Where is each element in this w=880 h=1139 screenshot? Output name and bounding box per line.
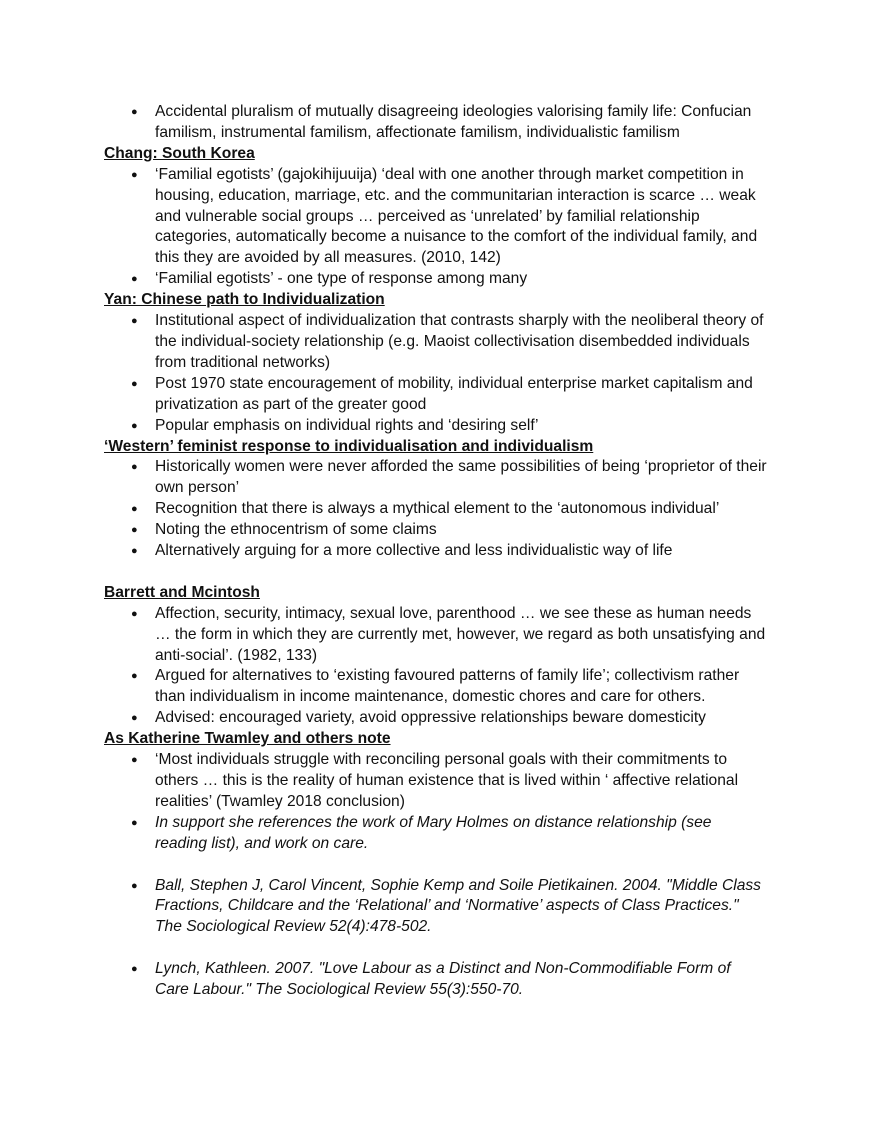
bullet-text-line: privatization as part of the greater good bbox=[155, 395, 427, 413]
document-section bbox=[104, 729, 804, 1001]
bullet-item bbox=[104, 416, 804, 437]
bullet-icon: ● bbox=[131, 712, 138, 725]
document-body bbox=[104, 102, 804, 1001]
bullet-text-line: the individual-society relationship (e.g. Maoist collectivisation disembedded individuals bbox=[155, 332, 750, 350]
bullet-text-line: others … this is the reality of human existence that is lived within ‘ affective relational bbox=[155, 771, 739, 789]
document-section bbox=[104, 144, 804, 290]
bullet-icon: ● bbox=[131, 879, 138, 892]
bullet-text-line: Lynch, Kathleen. 2007. "Love Labour as a Distinct and Non-Commodifiable Form of bbox=[155, 960, 731, 978]
bullet-icon: ● bbox=[131, 545, 138, 558]
bullet-item bbox=[104, 541, 804, 562]
blank-line bbox=[104, 938, 804, 959]
bullet-text-line: Advised: encouraged variety, avoid oppressive relationships beware domesticity bbox=[155, 709, 706, 727]
bullet-item bbox=[104, 311, 804, 374]
bullet-text-line: Noting the ethnocentrism of some claims bbox=[155, 521, 437, 539]
bullet-text-line: Post 1970 state encouragement of mobility, individual enterprise market capitalism and bbox=[155, 374, 753, 392]
bullet-text-line: categories, automatically become a nuisance to the comfort of the individual family, and bbox=[155, 228, 758, 246]
bullet-icon: ● bbox=[131, 670, 138, 683]
bullet-item bbox=[104, 708, 804, 729]
bullet-icon: ● bbox=[131, 963, 138, 976]
bullet-icon: ● bbox=[131, 315, 138, 328]
section-heading: ‘Western’ feminist response to individualisation and individualism bbox=[104, 437, 594, 455]
bullet-text-line: familism, instrumental familism, affectionate familism, individualistic familism bbox=[155, 123, 680, 141]
section-heading: Barrett and Mcintosh bbox=[104, 583, 260, 601]
bullet-icon: ● bbox=[131, 168, 138, 181]
bullet-text-line: Care Labour." The Sociological Review 55(3):550-70. bbox=[155, 981, 524, 999]
bullet-icon: ● bbox=[131, 816, 138, 829]
blank-line bbox=[104, 562, 804, 583]
document-section bbox=[104, 102, 804, 144]
bullet-icon: ● bbox=[131, 419, 138, 432]
bullet-item bbox=[104, 520, 804, 541]
bullet-text-line: ‘Familial egotists’ (gajokihijuuija) ‘deal with one another through market competition in bbox=[155, 165, 744, 183]
document-section bbox=[104, 437, 804, 583]
bullet-icon: ● bbox=[131, 607, 138, 620]
section-heading: As Katherine Twamley and others note bbox=[104, 730, 391, 748]
bullet-text-line: Ball, Stephen J, Carol Vincent, Sophie Kemp and Soile Pietikainen. 2004. "Middle Class bbox=[155, 876, 761, 894]
bullet-text-line: Popular emphasis on individual rights and ‘desiring self’ bbox=[155, 416, 539, 434]
bullet-text-line: and vulnerable social groups … perceived as ‘unrelated’ by familial relationship bbox=[155, 207, 700, 225]
bullet-item bbox=[104, 750, 804, 813]
bullet-text-line: own person’ bbox=[155, 479, 240, 497]
bullet-icon: ● bbox=[131, 461, 138, 474]
bullet-item bbox=[104, 813, 804, 855]
section-heading: Chang: South Korea bbox=[104, 144, 255, 162]
bullet-text-line: Alternatively arguing for a more collective and less individualistic way of life bbox=[155, 542, 673, 560]
document-section bbox=[104, 290, 804, 436]
bullet-item bbox=[104, 876, 804, 939]
bullet-item bbox=[104, 499, 804, 520]
bullet-text-line: … the form in which they are currently met, however, we regard as both unsatisfying and bbox=[155, 625, 766, 643]
bullet-text-line: housing, education, marriage, etc. and the communitarian interaction is scarce … weak bbox=[155, 186, 756, 204]
bullet-text-line: realities’ (Twamley 2018 conclusion) bbox=[155, 792, 405, 810]
bullet-text-line: than individualism in income maintenance, domestic chores and care for others. bbox=[155, 688, 706, 706]
bullet-text-line: Argued for alternatives to ‘existing favoured patterns of family life’; collectivism rather bbox=[155, 667, 740, 685]
bullet-text-line: Affection, security, intimacy, sexual love, parenthood … we see these as human needs bbox=[155, 604, 752, 622]
bullet-text-line: The Sociological Review 52(4):478-502. bbox=[155, 918, 432, 936]
document-section bbox=[104, 583, 804, 729]
bullet-icon: ● bbox=[131, 273, 138, 286]
bullet-item bbox=[104, 269, 804, 290]
bullet-text-line: Fractions, Childcare and the ‘Relational’ and ‘Normative’ aspects of Class Practices." bbox=[155, 897, 739, 915]
bullet-text-line: this they are avoided by all measures. (2010, 142) bbox=[155, 249, 501, 267]
bullet-text-line: ‘Familial egotists’ - one type of response among many bbox=[155, 270, 528, 288]
bullet-icon: ● bbox=[131, 754, 138, 767]
bullet-item bbox=[104, 959, 804, 1001]
bullet-text-line: In support she references the work of Mary Holmes on distance relationship (see bbox=[155, 813, 712, 831]
bullet-item bbox=[104, 666, 804, 708]
bullet-text-line: anti-social’. (1982, 133) bbox=[155, 646, 318, 664]
bullet-item bbox=[104, 604, 804, 667]
bullet-text-line: ‘Most individuals struggle with reconciling personal goals with their commitments to bbox=[155, 751, 728, 769]
bullet-icon: ● bbox=[131, 106, 138, 118]
bullet-text-line: Historically women were never afforded the same possibilities of being ‘proprietor of their bbox=[155, 458, 767, 476]
bullet-item bbox=[104, 374, 804, 416]
bullet-icon: ● bbox=[131, 377, 138, 390]
blank-line bbox=[104, 855, 804, 876]
bullet-icon: ● bbox=[131, 524, 138, 537]
bullet-text-line: Institutional aspect of individualization that contrasts sharply with the neoliberal theory of bbox=[155, 312, 764, 330]
bullet-item bbox=[104, 457, 804, 499]
section-heading: Yan: Chinese path to Individualization bbox=[104, 291, 385, 309]
bullet-text-line: Accidental pluralism of mutually disagreeing ideologies valorising family life: Confucian bbox=[155, 103, 752, 120]
bullet-text-line: Recognition that there is always a mythical element to the ‘autonomous individual’ bbox=[155, 500, 720, 518]
bullet-item bbox=[104, 102, 804, 144]
bullet-icon: ● bbox=[131, 503, 138, 516]
bullet-item bbox=[104, 165, 804, 270]
bullet-text-line: from traditional networks) bbox=[155, 353, 331, 371]
bullet-text-line: reading list), and work on care. bbox=[155, 834, 369, 852]
